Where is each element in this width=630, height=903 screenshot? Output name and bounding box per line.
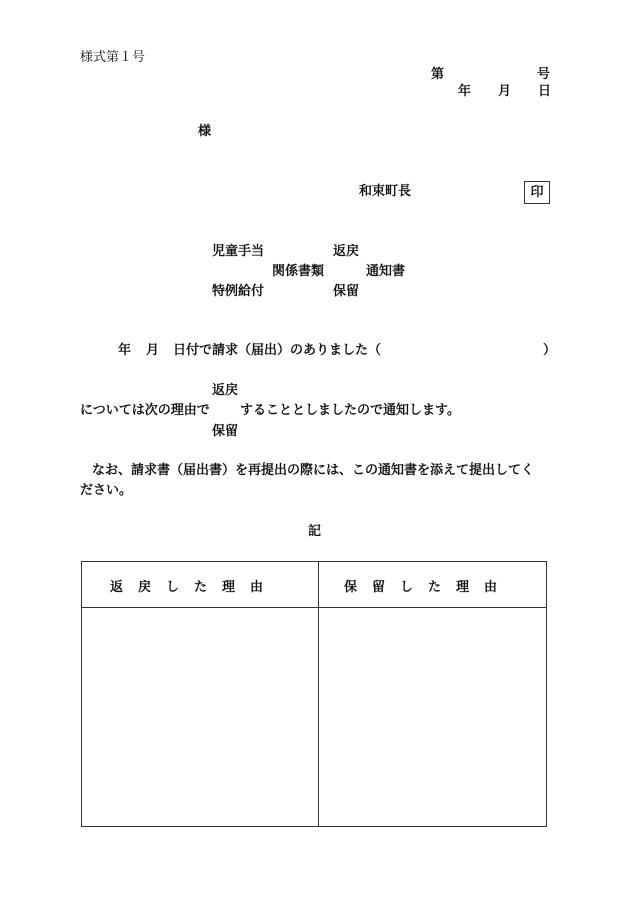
intro-close-paren: ） xyxy=(543,343,557,358)
date-month: 月 xyxy=(498,84,512,99)
category-notice: 通知書 xyxy=(366,264,406,279)
action-hold: 保留 xyxy=(212,424,239,439)
doc-number-prefix: 第 xyxy=(431,67,445,82)
note-line-1: なお、請求書（届出書）を再提出の際には、この通知書を添えて提出してく xyxy=(92,463,535,478)
category-child-allowance: 児童手当 xyxy=(212,244,265,259)
form-number: 様式第１号 xyxy=(80,50,146,65)
return-reason-cell[interactable] xyxy=(82,608,318,826)
note-line-2: ださい。 xyxy=(80,483,133,498)
action-text-before: については次の理由で xyxy=(80,403,210,418)
action-text-after: することとしましたので通知します。 xyxy=(240,403,460,418)
action-return: 返戻 xyxy=(212,383,239,398)
category-hold: 保留 xyxy=(333,284,360,299)
reason-table xyxy=(81,561,547,827)
category-related-documents: 関係書類 xyxy=(272,264,325,279)
intro-month: 月 xyxy=(146,343,160,358)
issuer-name: 和束町長 xyxy=(359,184,412,199)
category-special-benefit: 特例給付 xyxy=(212,284,265,299)
seal-mark: 印 xyxy=(524,181,550,204)
date-day: 日 xyxy=(538,84,552,99)
header-return-reason: 返戻した理由 xyxy=(110,580,279,595)
ki-heading: 記 xyxy=(308,524,322,539)
doc-number-suffix: 号 xyxy=(537,67,551,82)
category-return: 返戻 xyxy=(333,244,360,259)
intro-year: 年 xyxy=(118,343,132,358)
date-year: 年 xyxy=(458,84,472,99)
hold-reason-cell[interactable] xyxy=(319,608,546,826)
header-hold-reason: 保留した理由 xyxy=(344,580,513,595)
intro-text: 日付で請求（届出）のありました（ xyxy=(173,343,382,358)
addressee-suffix: 様 xyxy=(198,124,212,139)
